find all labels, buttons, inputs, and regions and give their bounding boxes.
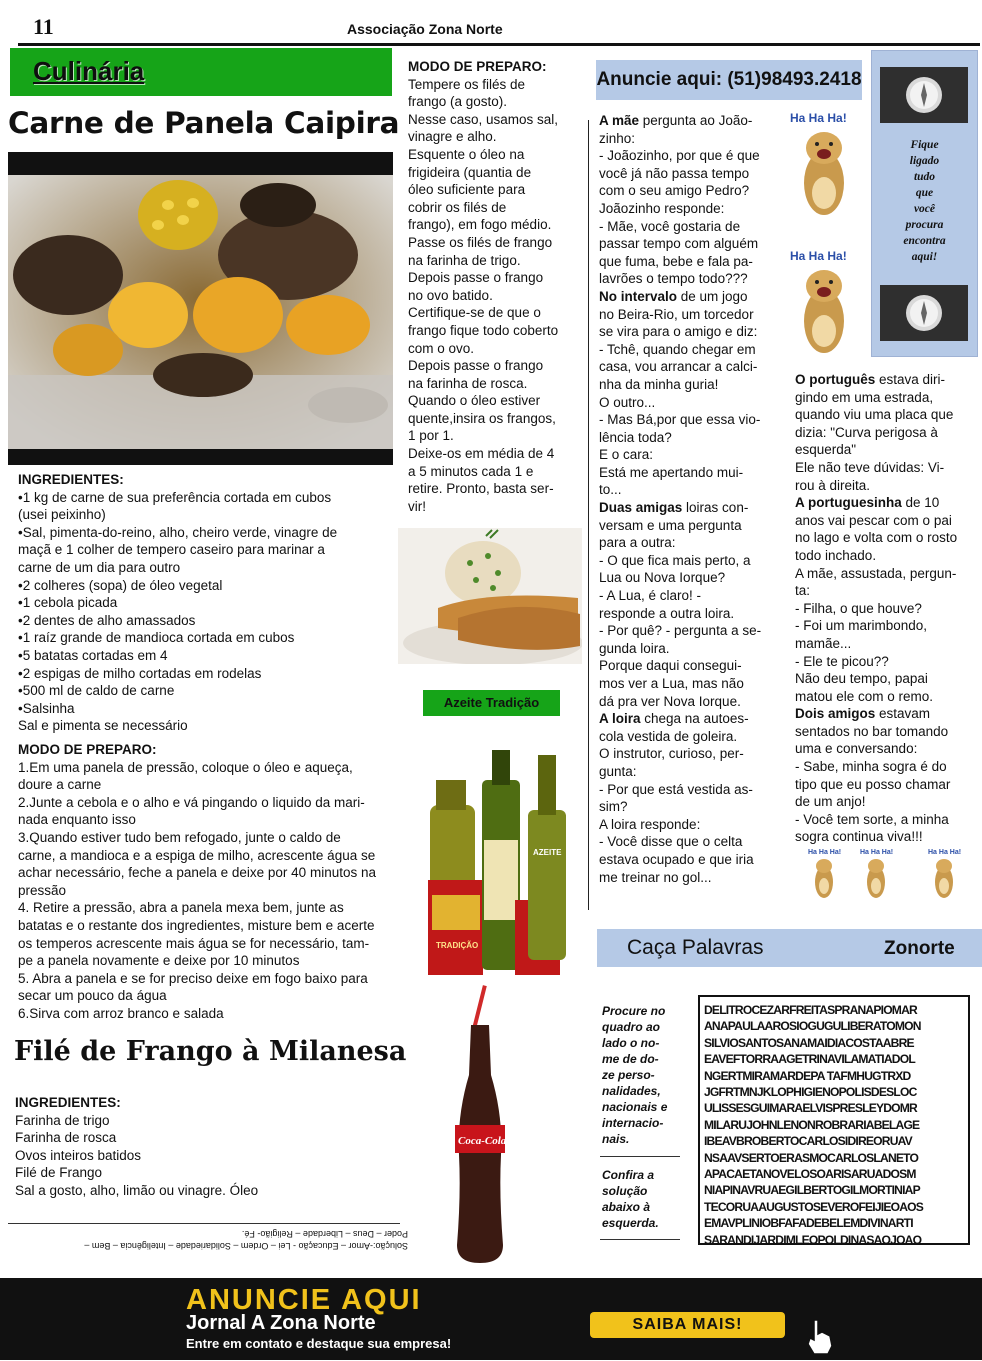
joke-line: - Mãe, você gostaria de bbox=[599, 218, 741, 234]
joke-line: - A Lua, é claro! - bbox=[599, 588, 702, 604]
joke-line: Ele não teve dúvidas: Vi- bbox=[795, 459, 945, 475]
joke-line: nha da minha guria! bbox=[599, 376, 719, 392]
joke-line: Não deu tempo, papai bbox=[795, 671, 928, 687]
joke-line: mos ver a Lua, mas não bbox=[599, 676, 744, 691]
grid-row: IBEAVBROBERTOCARLOSIDIREORUAV bbox=[704, 1134, 912, 1149]
preparo-line: pe a panela novamente e deixe por 10 minutos bbox=[18, 953, 300, 969]
joke-line: - Sabe, minha sogra é do bbox=[795, 759, 947, 775]
ingredient-line: Ovos inteiros batidos bbox=[15, 1147, 142, 1163]
tip-line: você bbox=[913, 203, 936, 215]
preparo-line: no ovo batido. bbox=[408, 287, 493, 303]
grid-row: APACAETANOVELOSOARISARUADOSM bbox=[704, 1167, 916, 1182]
preparo-line: a 5 minutos cada 1 e bbox=[408, 463, 534, 479]
joke-line: com o seu amigo Pedro? bbox=[599, 183, 750, 199]
instruction-divider bbox=[600, 1239, 680, 1240]
joke-line: casa, vou arrancar a calci- bbox=[599, 359, 758, 375]
joke-line: lência toda? bbox=[599, 429, 672, 445]
banner-headline: ANUNCIE AQUI bbox=[186, 1284, 422, 1316]
preparo-line: secar um pouco da água bbox=[18, 988, 167, 1004]
grid-row: DELITROCEZARFREITASPRANAPIOMAR bbox=[704, 1003, 917, 1017]
tip-line: que bbox=[915, 187, 934, 199]
joke-line: zinho: bbox=[599, 130, 636, 146]
confira-line: abaixo à bbox=[602, 1200, 651, 1214]
ingredient-line: •5 batatas cortadas em 4 bbox=[18, 647, 168, 663]
preparo-line: 4. Retire a pressão, abra a panela mexa bem, junte as bbox=[18, 900, 344, 916]
preparo-line: na farinha de rosca. bbox=[408, 375, 528, 391]
preparo-line: cobrir os filés de bbox=[408, 199, 507, 215]
joke-line: A loira responde: bbox=[599, 816, 701, 832]
joke-line: gunda loira. bbox=[599, 640, 670, 656]
joke-line: me treinar no gol... bbox=[599, 869, 712, 885]
joke-line: - Mas Bá,por que essa vio- bbox=[599, 412, 761, 428]
preparo-line: 1 por 1. bbox=[408, 428, 454, 444]
joke-line: quando viu uma placa que bbox=[795, 407, 954, 423]
joke-line: você já não passa tempo bbox=[599, 165, 750, 181]
preparo-line: Certifique-se de que o bbox=[408, 305, 541, 321]
joke-lead: O português bbox=[795, 372, 876, 387]
hahaha-text: Ha Ha Ha! bbox=[928, 849, 962, 856]
joke-line: sim? bbox=[599, 799, 628, 815]
word-search-header bbox=[597, 929, 982, 967]
joke-line bbox=[599, 499, 777, 517]
joke-line: gindo em uma estrada, bbox=[795, 389, 934, 405]
recipe2-preparo bbox=[408, 58, 568, 515]
grid-row: ULISSESGUIMARAELVISPRESLEYDOMR bbox=[704, 1101, 917, 1116]
preparo-line: 3.Quando estiver tudo bem refogado, junte o caldo de bbox=[18, 829, 341, 845]
joke-line: dá pra ver Nova Iorque. bbox=[599, 693, 741, 709]
joke-line: todo inchado. bbox=[795, 547, 877, 563]
preparo-line: Depois passe o frango bbox=[408, 358, 544, 374]
grid-row: JGFRTMNJKLOPHIGIENOPOLISDESLOC bbox=[704, 1085, 917, 1100]
banner-tagline: Entre em contato e destaque sua empresa! bbox=[186, 1336, 452, 1351]
solution-line: Poder – Deus – Liberdade – Religião- Fé. bbox=[241, 1229, 408, 1239]
joke-lead: Dois amigos bbox=[795, 706, 876, 722]
grid-row: EMAVPLINIOBFAFADEBELEMDIVINARTI bbox=[704, 1216, 913, 1231]
jokes-column-1 bbox=[599, 112, 777, 886]
hahaha-text: Ha Ha Ha! bbox=[808, 849, 842, 856]
tip-line: procura bbox=[905, 219, 944, 231]
instruction-line: lado o no- bbox=[602, 1036, 660, 1050]
bottle-label: AZEITE bbox=[533, 848, 562, 857]
preparo-line: Passe os filés de frango bbox=[408, 234, 553, 250]
joke-line bbox=[599, 112, 777, 130]
joke-line: - Foi um marimbondo, bbox=[795, 618, 928, 634]
laughing-hamster-icon bbox=[928, 849, 961, 898]
preparo-line: vinagre e alho. bbox=[408, 129, 497, 145]
joke-line: matou ele com o remo. bbox=[795, 688, 934, 704]
joke-line: sentados no bar tomando bbox=[795, 723, 949, 739]
preparo-line: retire. Pronto, basta ser- bbox=[408, 481, 554, 497]
azeite-bottles-image bbox=[420, 730, 585, 980]
joke-line: esquerda" bbox=[795, 442, 857, 458]
joke-line: E o cara: bbox=[599, 447, 654, 463]
joke-line: lavrões o tempo todo??? bbox=[599, 271, 748, 287]
word-search-instructions bbox=[602, 1003, 680, 1231]
publication-name: Associação Zona Norte bbox=[347, 21, 503, 37]
tip-line: tudo bbox=[913, 171, 936, 183]
preparo-line: 1.Em uma panela de pressão, coloque o óleo e aqueça, bbox=[18, 759, 353, 775]
preparo-line: Nesse caso, usamos sal, bbox=[408, 111, 559, 127]
recipe1-preparo bbox=[18, 741, 404, 1023]
column-divider bbox=[588, 120, 589, 910]
preparo-heading: MODO DE PREPARO: bbox=[18, 742, 157, 757]
coca-cola-bottle-image bbox=[445, 985, 515, 1270]
compass-icon bbox=[880, 285, 968, 341]
word-search-grid bbox=[698, 995, 970, 1245]
joke-line: - Por que está vestida as- bbox=[599, 781, 753, 797]
recipe2-ingredients bbox=[15, 1094, 400, 1200]
preparo-line: na farinha de trigo. bbox=[408, 252, 521, 268]
joke-line: para a outra: bbox=[599, 535, 676, 551]
laughing-hamster-icon bbox=[786, 246, 862, 366]
page-number: 11 bbox=[33, 14, 54, 39]
solution-upside-down bbox=[8, 1228, 408, 1252]
grid-row: NIAPINAVRUAEGILBERTOGILMORTINIAP bbox=[704, 1183, 920, 1198]
tip-line: encontra bbox=[903, 235, 946, 247]
joke-text: chega na autoes- bbox=[640, 711, 749, 727]
laughing-hamster-icon bbox=[808, 849, 841, 898]
word-search-title: Caça Palavras bbox=[627, 936, 764, 959]
ingredient-line: •1 cebola picada bbox=[18, 595, 118, 611]
preparo-line: 6.Sirva com arroz branco e salada bbox=[18, 1005, 224, 1021]
joke-line: A mãe, assustada, pergun- bbox=[795, 565, 957, 581]
joke-lead: A mãe bbox=[599, 113, 640, 128]
hahaha-text: Ha Ha Ha! bbox=[790, 249, 847, 263]
section-banner bbox=[10, 48, 392, 96]
ingredient-line: Farinha de trigo bbox=[15, 1112, 110, 1128]
laughing-hamster-icon bbox=[860, 849, 893, 898]
preparo-line: Esquente o óleo na bbox=[408, 146, 525, 162]
joke-lead: A portuguesinha bbox=[795, 495, 902, 511]
recipe1-title: Carne de Panela Caipira bbox=[8, 106, 400, 140]
grid-row: SARANDIJARDIMLEOPOLDINASAOJOAO bbox=[704, 1232, 922, 1245]
confira-line: Confira a bbox=[602, 1168, 655, 1182]
saiba-mais-label: SAIBA MAIS! bbox=[632, 1316, 743, 1333]
grid-row: NSAAVSERTOERASMOCARLOSLANETO bbox=[704, 1150, 919, 1165]
ingredient-line: •2 espigas de milho cortadas em rodelas bbox=[18, 665, 262, 681]
joke-line bbox=[795, 371, 980, 389]
joke-line: - Joãozinho, por que é que bbox=[599, 148, 760, 164]
ingredients-heading: INGREDIENTES: bbox=[15, 1095, 121, 1110]
joke-line: que fuma, bebe e fala pa- bbox=[599, 253, 753, 269]
preparo-line: batatas e o restante dos ingredientes, misture bem e acerte bbox=[18, 917, 375, 933]
preparo-heading: MODO DE PREPARO: bbox=[408, 59, 547, 74]
grid-row: NGERTMIRAMARDEPA TAFMHUGTRXD bbox=[704, 1068, 911, 1083]
azeite-label-text: Azeite Tradição bbox=[443, 695, 540, 710]
ingredient-line: •1 kg de carne de sua preferência cortada em cubos bbox=[18, 489, 332, 505]
instruction-line: ze perso- bbox=[602, 1068, 655, 1082]
joke-lead: Duas amigas bbox=[599, 500, 683, 516]
joke-line: versam e uma pergunta bbox=[599, 517, 742, 533]
preparo-line: carne, a mandioca e a espiga de milho, acrescente água se bbox=[18, 847, 376, 863]
tip-line: ligado bbox=[909, 155, 940, 167]
joke-line: Porque daqui consegui- bbox=[599, 658, 742, 674]
preparo-line: Depois passe o frango bbox=[408, 270, 544, 286]
grid-row: SILVIOSANTOSANAMAIDIACOSTAABRE bbox=[704, 1035, 914, 1050]
joke-line: dizia: "Curva perigosa à bbox=[795, 424, 938, 440]
ingredient-line: •2 colheres (sopa) de óleo vegetal bbox=[18, 577, 223, 593]
milanesa-photo bbox=[398, 528, 582, 664]
joke-text: loiras con- bbox=[682, 500, 749, 516]
ingredient-line: •2 dentes de alho amassados bbox=[18, 612, 196, 628]
small-hamsters bbox=[806, 846, 976, 902]
joke-text: estavam bbox=[875, 706, 931, 722]
joke-line: Joãozinho responde: bbox=[599, 200, 725, 216]
joke-line: - Filha, o que houve? bbox=[795, 600, 922, 616]
ingredient-line: •500 ml de caldo de carne bbox=[18, 683, 175, 699]
joke-lead: A loira bbox=[599, 711, 641, 727]
ingredient-line: Farinha de rosca bbox=[15, 1130, 117, 1146]
instruction-divider bbox=[600, 1156, 680, 1157]
tin-label: TRADIÇÃO bbox=[436, 941, 479, 950]
joke-line: tipo que eu posso chamar bbox=[795, 776, 951, 792]
joke-line: se vira para o amigo e diz: bbox=[599, 324, 758, 340]
ingredient-line: •Salsinha bbox=[18, 700, 75, 716]
joke-line: uma e conversando: bbox=[795, 741, 918, 757]
hahaha-text: Ha Ha Ha! bbox=[860, 849, 894, 856]
preparo-line: Deixe-os em média de 4 bbox=[408, 446, 555, 462]
preparo-line: doure a carne bbox=[18, 777, 102, 793]
footer-ad-banner[interactable] bbox=[0, 1278, 982, 1360]
preparo-line: quente,insira os frangos, bbox=[408, 410, 556, 426]
solution-divider bbox=[8, 1223, 400, 1224]
preparo-line: frango (a gosto). bbox=[408, 94, 508, 110]
joke-line: O instrutor, curioso, per- bbox=[599, 746, 744, 762]
joke-line: - Você tem sorte, a minha bbox=[795, 811, 949, 827]
confira-line: solução bbox=[602, 1184, 648, 1198]
ingredient-line: •1 raíz grande de mandioca cortada em cubos bbox=[18, 630, 295, 646]
joke-line: anos vai pescar com o pai bbox=[795, 512, 952, 528]
tip-line: aqui! bbox=[911, 251, 938, 263]
joke-line: - Ele te picou?? bbox=[795, 653, 889, 669]
joke-line: sogra continua viva!!! bbox=[795, 829, 923, 845]
azeite-label bbox=[423, 690, 560, 716]
instruction-line: internacio- bbox=[602, 1116, 664, 1130]
joke-line: responde a outra loira. bbox=[599, 605, 735, 621]
grid-row: MILARUJOHNLENONROBRARIABELAGE bbox=[704, 1117, 920, 1132]
coca-label: Coca-Cola bbox=[458, 1135, 507, 1147]
solution-line: Solução:-Amor – Educação - Lei – Ordem – Solidariedade – Inteligência – Bem – bbox=[84, 1241, 408, 1251]
preparo-line: pressão bbox=[18, 882, 67, 898]
preparo-line: frango), em fogo médio. bbox=[408, 217, 552, 233]
joke-line: passar tempo com alguém bbox=[599, 236, 759, 252]
carne-panela-photo bbox=[8, 175, 393, 449]
banner-subtitle: Jornal A Zona Norte bbox=[186, 1312, 376, 1334]
joke-text: de um jogo bbox=[677, 288, 748, 304]
ingredient-line: carne de um dia para outro bbox=[18, 559, 181, 575]
preparo-line: vir! bbox=[408, 498, 426, 514]
joke-line: estava ocupado e que iria bbox=[599, 851, 754, 867]
section-title: Culinária bbox=[33, 56, 145, 86]
tip-box bbox=[871, 50, 978, 357]
header-rule bbox=[18, 43, 980, 46]
tip-text bbox=[872, 137, 977, 265]
joke-line: no lago e volta com o rosto bbox=[795, 530, 958, 546]
recipe1-ingredients bbox=[18, 471, 403, 735]
joke-line: O outro... bbox=[599, 394, 656, 410]
ingredient-line: Filé de Frango bbox=[15, 1165, 103, 1181]
cursor-hand-icon bbox=[800, 1316, 840, 1356]
joke-line: - Você disse que o celta bbox=[599, 834, 743, 850]
joke-line bbox=[599, 710, 777, 728]
joke-line: cola vestida de goleira. bbox=[599, 728, 738, 744]
joke-line: mamãe... bbox=[795, 635, 852, 651]
preparo-line: nada enquanto isso bbox=[18, 812, 136, 828]
preparo-line: 5. Abra a panela e se for preciso deixe em fogo baixo para bbox=[18, 970, 368, 986]
tip-line: Fique bbox=[910, 139, 939, 151]
recipe2-title: Filé de Frango à Milanesa bbox=[14, 1036, 407, 1067]
instruction-line: me de do- bbox=[602, 1052, 659, 1066]
joke-line: - Por quê? - pergunta a se- bbox=[599, 623, 762, 639]
grid-row: TECORUAAUGUSTOSEVEROFEIJIEOAOS bbox=[704, 1199, 924, 1214]
joke-line: ta: bbox=[795, 583, 811, 599]
ingredient-line: Sal a gosto, alho, limão ou vinagre. Óleo bbox=[15, 1182, 259, 1198]
joke-line: - O que fica mais perto, a bbox=[599, 552, 751, 568]
compass-icon bbox=[880, 67, 968, 123]
joke-line bbox=[795, 494, 980, 512]
confira-line: esquerda. bbox=[602, 1216, 659, 1230]
word-search-tag: Zonorte bbox=[884, 938, 955, 959]
instruction-line: nalidades, bbox=[602, 1084, 661, 1098]
instruction-line: nais. bbox=[602, 1132, 630, 1146]
instruction-line: quadro ao bbox=[602, 1020, 661, 1034]
grid-row: ANAPAULAAROSIOGUGULIBERATOMON bbox=[704, 1019, 921, 1034]
ingredient-line: (usei peixinho) bbox=[18, 507, 106, 523]
laughing-hamster-icon bbox=[786, 108, 862, 228]
ingredient-line: Sal e pimenta se necessário bbox=[18, 718, 188, 734]
joke-text: estava diri- bbox=[875, 372, 946, 387]
joke-text: de 10 bbox=[901, 495, 940, 511]
preparo-line: Tempere os filés de bbox=[408, 76, 526, 92]
advertise-box[interactable] bbox=[596, 60, 862, 100]
preparo-line: frigideira (quantia de bbox=[408, 164, 532, 180]
joke-line: gunta: bbox=[599, 763, 637, 779]
joke-text: pergunta ao João- bbox=[639, 113, 753, 128]
preparo-line: com o ovo. bbox=[408, 340, 475, 356]
joke-line: no Beira-Rio, um torcedor bbox=[599, 306, 754, 322]
instruction-line: Procure no bbox=[602, 1004, 666, 1018]
joke-line bbox=[795, 705, 980, 723]
preparo-line: frango fique todo coberto bbox=[408, 322, 559, 338]
preparo-line: 2.Junte a cebola e o alho e vá pingando o liquido da mari- bbox=[18, 794, 365, 810]
joke-line bbox=[599, 288, 777, 306]
joke-line: to... bbox=[599, 482, 622, 498]
joke-lead: No intervalo bbox=[599, 288, 678, 304]
ingredients-heading: INGREDIENTES: bbox=[18, 472, 124, 487]
preparo-line: os temperos acrescente mais água se for necessário, tam- bbox=[18, 935, 370, 951]
instruction-line: nacionais e bbox=[602, 1100, 668, 1114]
hahaha-text: Ha Ha Ha! bbox=[790, 111, 847, 125]
preparo-line: Quando o óleo estiver bbox=[408, 393, 541, 409]
joke-line: - Tchê, quando chegar em bbox=[599, 341, 756, 357]
advertise-text: Anuncie aqui: (51)98493.2418 bbox=[596, 69, 862, 90]
preparo-line: óleo suficiente para bbox=[408, 182, 526, 198]
jokes-column-2 bbox=[795, 371, 980, 846]
preparo-line: achar necessário, feche a panela e deixe por 40 minutos na bbox=[18, 865, 376, 881]
joke-line: de um anjo! bbox=[795, 794, 866, 810]
joke-line: Lua ou Nova Iorque? bbox=[599, 570, 726, 586]
ingredient-line: •Sal, pimenta-do-reino, alho, cheiro verde, vinagre de bbox=[18, 524, 338, 540]
ingredient-line: maçã e 1 colher de tempero caseiro para marinar a bbox=[18, 542, 325, 558]
grid-row: EAVEFTORRAAGETRINAVILAMATIADOL bbox=[704, 1052, 915, 1067]
saiba-mais-button[interactable] bbox=[590, 1312, 785, 1338]
joke-line: Está me apertando mui- bbox=[599, 464, 744, 480]
joke-line: rou à direita. bbox=[795, 477, 871, 493]
